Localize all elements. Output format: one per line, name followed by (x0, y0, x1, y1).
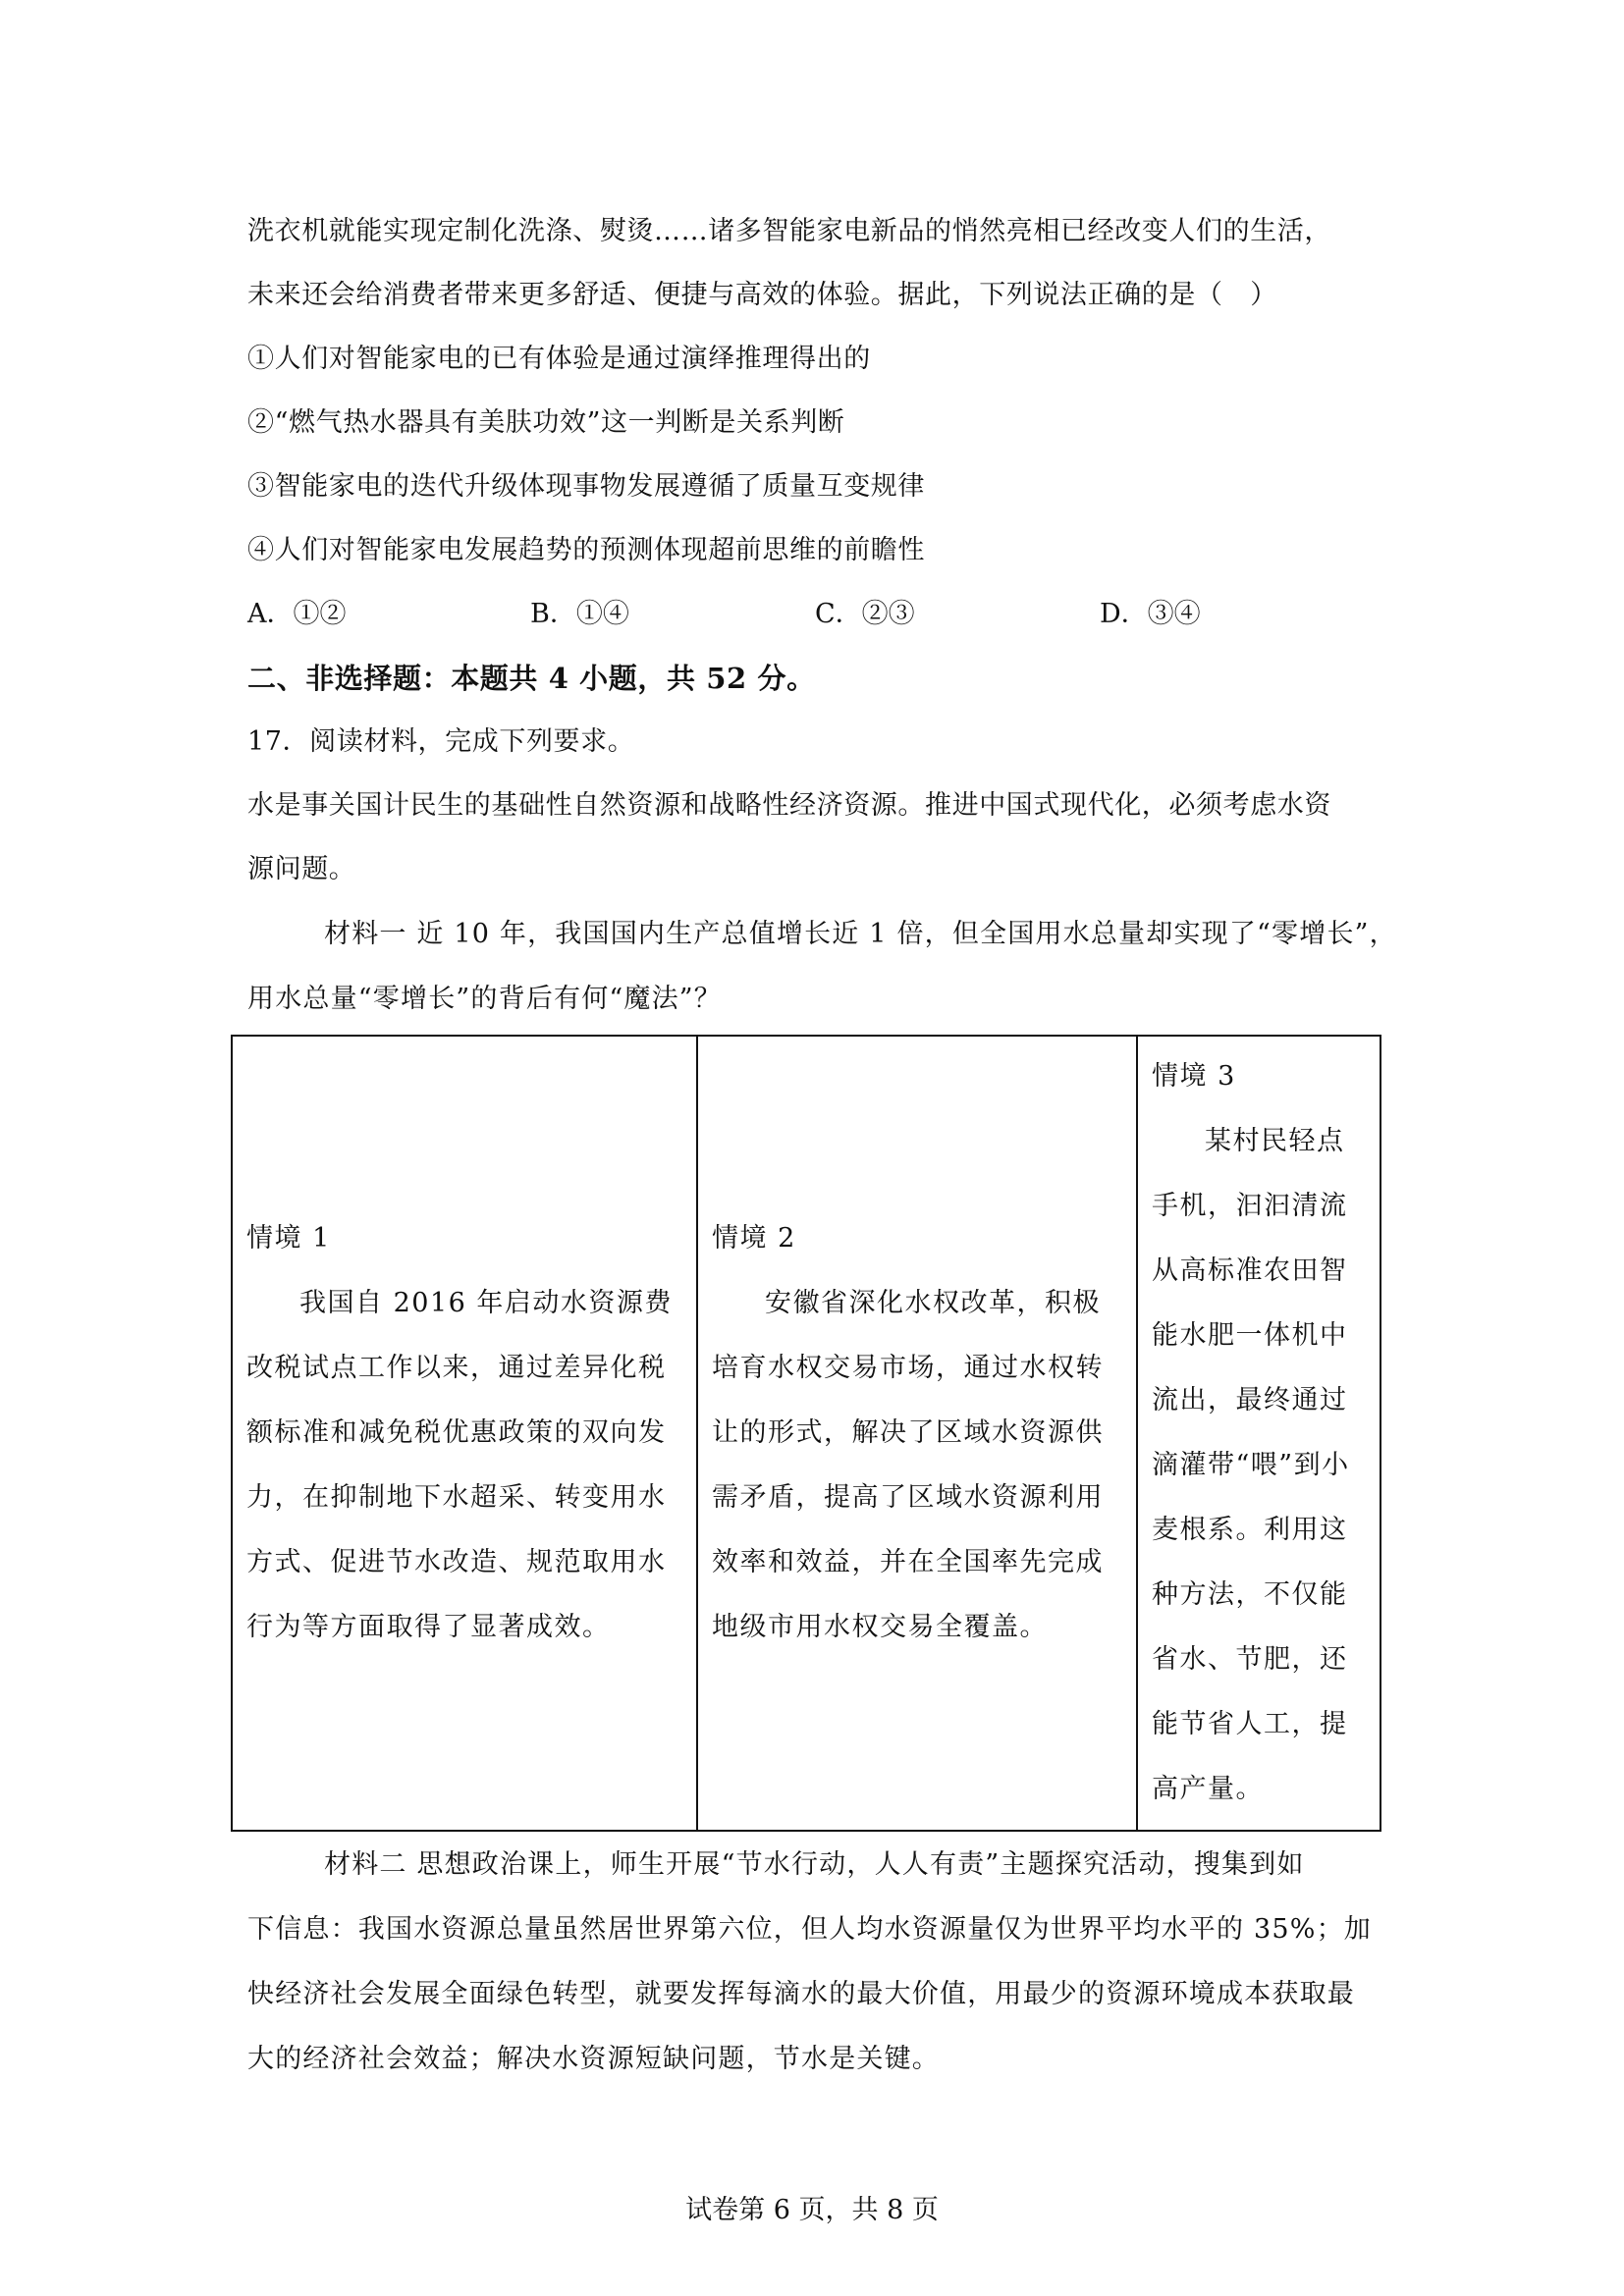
statement-1: ①人们对智能家电的已有体验是通过演绎推理得出的 (247, 344, 871, 374)
scenario-1-body: 我国自 2016 年启动水资源费改税试点工作以来，通过差异化税额标准和减免税优惠政策的双向发力，在抑制地下水超采、转变用水方式、促进节水改造、规范取用水行为等方面取得了显著成效。 (246, 1288, 673, 1642)
material1-line-1: 材料一 近 10 年，我国国内生产总值增长近 1 倍，但全国用水总量却实现了“零增长”， (324, 919, 1397, 949)
material2-line-1: 材料二 思想政治课上，师生开展“节水行动，人人有责”主题探究活动，搜集到如 (324, 1849, 1305, 1880)
scenario-2-title: 情境 2 (712, 1223, 796, 1254)
material2-line-3: 快经济社会发展全面绿色转型，就要发挥每滴水的最大价值，用最少的资源环境成本获取最 (247, 1979, 1355, 2009)
scenario-table (231, 1035, 1381, 1832)
material2-line-2: 下信息：我国水资源总量虽然居世界第六位，但人均水资源量仅为世界平均水平的 35%；加 (247, 1914, 1372, 1945)
answer-options (247, 595, 1229, 634)
material2-line-4: 大的经济社会效益；解决水资源短缺问题，节水是关键。 (247, 2044, 940, 2074)
option-a: A．①② (247, 599, 347, 629)
scenario-3-cell (1137, 1036, 1380, 1831)
context-line-1: 水是事关国计民生的基础性自然资源和战略性经济资源。推进中国式现代化，必须考虑水资 (247, 790, 1331, 821)
question-17-prompt: 17．阅读材料，完成下列要求。 (247, 726, 635, 757)
statement-4: ④人们对智能家电发展趋势的预测体现超前思维的前瞻性 (247, 535, 925, 565)
scenario-2-cell (697, 1036, 1137, 1831)
context-line-2: 源问题。 (247, 854, 356, 884)
scenario-3-title: 情境 3 (1152, 1061, 1236, 1092)
option-b: B．①④ (530, 599, 629, 629)
statement-3: ③智能家电的迭代升级体现事物发展遵循了质量互变规律 (247, 471, 925, 502)
material1-line-2: 用水总量“零增长”的背后有何“魔法”？ (247, 984, 723, 1014)
page-footer: 试卷第 6 页，共 8 页 (685, 2195, 939, 2225)
table-row (232, 1036, 1380, 1831)
option-d: D．③④ (1100, 599, 1201, 629)
intro-line-1: 洗衣机就能实现定制化洗涤、熨烫……诸多智能家电新品的悄然亮相已经改变人们的生活， (247, 216, 1331, 246)
scenario-2-body: 安徽省深化水权改革，积极培育水权交易市场，通过水权转让的形式，解决了区域水资源供需矛盾，提高了区域水资源利用效率和效益，并在全国率先完成地级市用水权交易全覆盖。 (712, 1288, 1104, 1642)
scenario-1-title: 情境 1 (246, 1223, 331, 1254)
scenario-1-cell (232, 1036, 697, 1831)
section-heading: 二、非选择题：本题共 4 小题，共 52 分。 (247, 662, 816, 695)
statement-2: ②“燃气热水器具有美肤功效”这一判断是关系判断 (247, 407, 845, 438)
scenario-3-body: 某村民轻点手机，汩汩清流从高标准农田智能水肥一体机中流出，最终通过滴灌带“喂”到小麦根系。利用这种方法，不仅能省水、节肥，还能节省人工，提高产量。 (1152, 1126, 1350, 1804)
option-c: C．②③ (815, 599, 915, 629)
intro-line-2: 未来还会给消费者带来更多舒适、便捷与高效的体验。据此，下列说法正确的是（ ） (247, 280, 1277, 310)
